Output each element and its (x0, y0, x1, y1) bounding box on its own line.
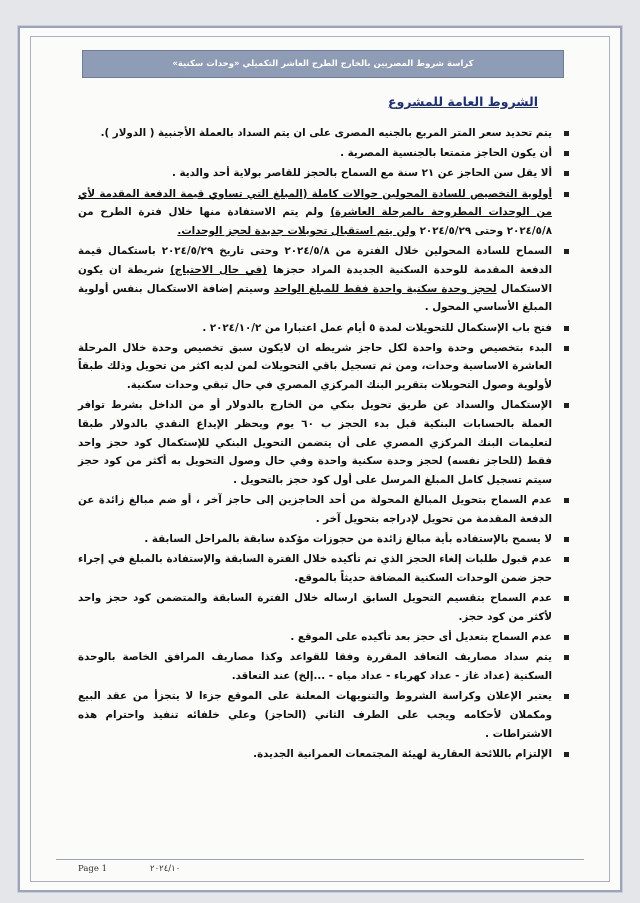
condition-text: يعتبر الإعلان وكراسة الشروط والتنويهات المعلنة على الموقع جزءا لا يتجزأ من عقد البيع ومكملان لأحكامه ويجب على الطرف الثاني (الحاجز) وعلي خلفائه تنفيذ واحترام هذه الاشتراطات . (78, 690, 552, 740)
condition-text: ألا يقل سن الحاجز عن ٢١ سنة مع السماح بالحجز للقاصر بولاية أحد والدية . (172, 167, 552, 180)
bullet-icon (564, 131, 569, 136)
condition-item (78, 124, 570, 143)
bullet-icon (564, 537, 569, 542)
condition-text: لا يسمح بالإستفاده بأية مبالغ زائدة من حجوزات مؤكدة سابقة بالمراحل السابقة . (144, 533, 552, 546)
condition-text: عدم السماح بتعديل أى حجز بعد تأكيده على الموقع . (290, 631, 552, 644)
conditions-list (78, 124, 570, 764)
condition-text: البدء بتخصيص وحدة واحدة لكل حاجز شريطه ان لايكون سبق تخصيص وحدة خلال المرحلة العاشرة الاساسية وحدات، ومن ثم تسجيل باقي التحويلات لمن لديه اكثر من تحويل وذلك طبقاً لأولوية وصول التحويلات بتقرير البنك المركزي المصري في حال تبقي وحدات سكنية. (78, 341, 552, 392)
condition-text: وسيتم إضافة الاستكمال بنفس أولوية المبلغ الأساسي المحول . (78, 282, 552, 314)
condition-emphasis: لحجز وحدة سكنية واحدة فقط للمبلغ الواحد (273, 282, 497, 295)
footer-divider (56, 859, 584, 860)
condition-text: السماح للسادة المحولين خلال الفترة من ٢٠٢٤/٥/٨ وحتى تاريخ ٢٠٢٤/٥/٢٩ باستكمال قيمة الدفعة المقدمة للوحدة السكنية الجديدة المراد حجزها (78, 245, 553, 276)
condition-item (78, 319, 570, 338)
condition-text: ولم يتم الاستفادة منها خلال فترة الطرح من ٢٠٢٤/٥/٨ وحتى ٢٠٢٤/٥/٢٩ (78, 206, 552, 238)
condition-item (78, 687, 570, 743)
condition-text: عدم السماح بتحويل المبالغ المحولة من أحد الحاجزين إلى حاجز آخر ، أو ضم مبالغ زائدة عن الدفعة المقدمة من تحويل لإدراجه بتحويل آخر . (78, 494, 552, 526)
section-heading: الشروط العامة للمشروع (388, 94, 538, 109)
bullet-icon (564, 694, 569, 699)
condition-item (78, 550, 570, 587)
bullet-icon (564, 752, 569, 757)
condition-text: فتح باب الإستكمال للتحويلات لمدة ٥ أيام عمل اعتبارا من ٢٠٢٤/١٠/٢ . (202, 321, 552, 334)
footer-date: ٢٠٢٤/١٠ (150, 864, 181, 874)
condition-item (78, 144, 570, 163)
condition-text: عدم قبول طلبات إلغاء الحجز الذي تم تأكيده خلال الفترة السابقة والإستفادة بالمبلغ في إجراء حجز ضمن الوحدات السكنية المضافة حديثاً بالموقع. (78, 553, 552, 585)
condition-item (78, 185, 570, 241)
bullet-icon (564, 403, 569, 408)
bullet-icon (564, 635, 569, 640)
condition-item (78, 339, 570, 395)
condition-item (78, 164, 570, 183)
bullet-icon (564, 171, 569, 176)
bullet-icon (564, 557, 569, 562)
condition-text: شريطة ان يكون الاستكمال (78, 263, 552, 295)
bullet-icon (564, 346, 569, 351)
bullet-icon (564, 249, 569, 254)
condition-item (78, 530, 570, 549)
condition-text: يتم سداد مصاريف التعاقد المقررة وفقا للقواعد وكذا مصاريف المرافق الخاصة بالوحدة السكنية (عداد غاز - عداد كهرباء - عداد مياه - ...إلخ) عند التعاقد. (78, 651, 552, 683)
bullet-icon (564, 596, 569, 601)
condition-text: الإلتزام باللائحة العقارية لهيئة المجتمعات العمرانية الجديدة. (253, 748, 552, 760)
condition-item (78, 396, 570, 490)
condition-emphasis: أولوية التخصيص للسادة المحولين حوالات كاملة (المبلغ التي تساوي قيمة الدفعة المقدمة لأي من الوحدات المطروحة بالمرحلة العاشرة) (78, 187, 552, 219)
condition-emphasis: (في حال الاحتياج) (169, 263, 267, 276)
condition-text: أن يكون الحاجز متمتعا بالجنسية المصرية . (340, 147, 552, 160)
condition-text: يتم تحديد سعر المتر المربع بالجنيه المصرى على ان يتم السداد بالعملة الأجنبية ( الدولار ). (100, 127, 552, 139)
condition-item (78, 589, 570, 626)
header-banner: كراسة شروط المصريين بالخارج الطرح العاشر التكميلي «وحدات سكنية» (82, 50, 564, 78)
condition-item (78, 648, 570, 685)
condition-item (78, 242, 570, 317)
condition-emphasis: ولن يتم استقبال تحويلات جديدة لحجز الوحدات. (177, 225, 417, 238)
condition-item (78, 628, 570, 647)
bullet-icon (564, 498, 569, 503)
bullet-icon (564, 192, 569, 197)
bullet-icon (564, 151, 569, 156)
document-page (18, 26, 622, 892)
bullet-icon (564, 326, 569, 331)
condition-text: الإستكمال والسداد عن طريق تحويل بنكي من الخارج بالدولار أو من الداخل بشرط توافر العملة بالحسابات البنكية قبل بدء الحجز ب ٦٠ يوم ويحظر الإيداع النقدي بالدولار طبقا لتعليمات البنك المركزي المصري على أن يتضمن التحويل البنكي للإستكمال كود حجز واحد فقط (للحاجز نفسه) لحجز وحدة سكنية واحدة وفي حال وصول التحويل به أكثر من كود حجز سيتم تسجيل كامل المبلغ المرسل على أول كود حجز بالتحويل . (78, 399, 552, 487)
bullet-icon (564, 655, 569, 660)
conditions-content (78, 124, 570, 765)
condition-text: عدم السماح بتقسيم التحويل السابق ارساله خلال الفترة السابقة والمتضمن كود حجز واحد لأكثر من كود حجز. (78, 592, 552, 624)
condition-item (78, 491, 570, 528)
condition-item (78, 745, 570, 764)
page-number: Page 1 (78, 864, 107, 874)
